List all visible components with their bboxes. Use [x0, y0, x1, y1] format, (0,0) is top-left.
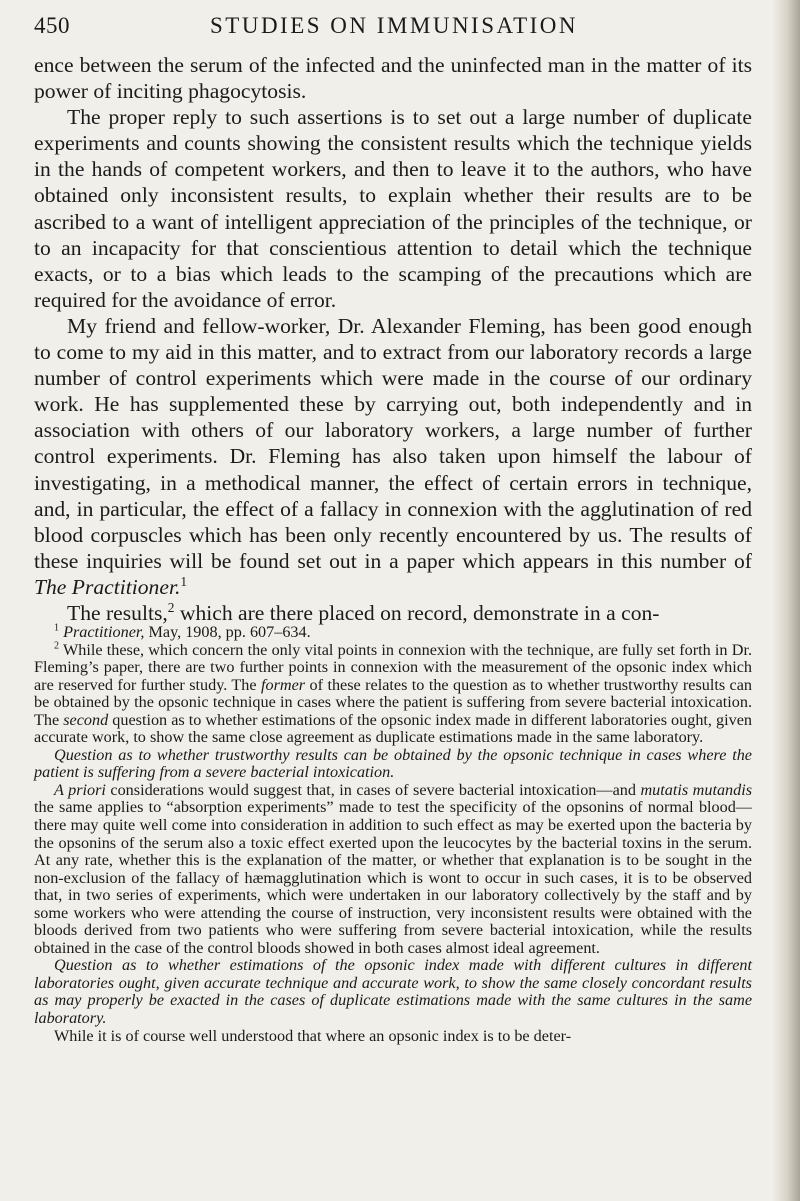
- a-priori-phrase: A priori: [54, 780, 106, 799]
- footnote-1-journal: Practitioner,: [63, 623, 145, 641]
- footnote-2-text-c: question as to whether estimations of the opsonic index made in different laboratories ought, given accurate work, to show the same close agreement as duplicate estimations made in the same laboratory.: [34, 710, 753, 747]
- footnote-1: [34, 624, 752, 642]
- footnote-a-priori: [34, 782, 752, 957]
- footnote-2-text-a: While these, which concern the only vital points in connexion with the technique, are fully set forth in Dr. Fleming’s paper, there are two further points in connexion with the measurement of the opsonic index which are reserved for further study. The: [34, 640, 752, 694]
- page-header: [34, 11, 754, 47]
- footnote-last-paragraph: While it is of course well understood that where an opsonic index is to be deter-: [54, 1026, 572, 1045]
- paragraph-fleming: [34, 313, 752, 600]
- page-number: 450: [34, 13, 70, 38]
- question-2-text: Question as to whether estimations of the opsonic index made with different cultures in different laboratories ought, given accurate technique and accurate work, to show the same closely concordant results as may properly be exacted in the cases of duplicate estimations made with the same cultures in the same laboratory.: [34, 956, 752, 1028]
- footnote-2-second: second: [63, 710, 109, 729]
- paragraph-fleming-text: My friend and fellow-worker, Dr. Alexander Fleming, has been good enough to come to my aid in this matter, and to extract from our laboratory records a large number of control experiments which were made in the course of our ordinary work. He has supplemented these by carrying out, both independently and in association with others of our laboratory workers, a large number of further control experiments. Dr. Fleming has also taken upon himself the labour of investigating, in a methodical manner, the effect of certain errors in technique, and, in particular, the effect of a fallacy in connexion with the agglutination of red blood corpuscles which has been only recently encountered by us. The results of these inquiries will be found set out in a paper which appears in this number of: [34, 313, 752, 573]
- footnotes: [34, 624, 752, 1045]
- book-gutter-shadow: [772, 0, 800, 1201]
- footnote-question-1: [34, 747, 752, 782]
- footnote-2-marker: 2: [54, 640, 60, 652]
- footnote-ref-2: 2: [167, 599, 175, 615]
- a-priori-text-a: considerations would suggest that, in cases of severe bacterial intoxication—and: [110, 780, 636, 799]
- footnote-1-marker: 1: [54, 622, 60, 634]
- paragraph-results-lead: The results,: [67, 600, 168, 625]
- footnote-ref-1: 1: [180, 573, 188, 589]
- main-text: [34, 52, 752, 626]
- journal-title: The Practitioner.: [34, 574, 181, 599]
- paragraph-continued: ence between the serum of the infected and the uninfected man in the matter of its power of inciting phagocytosis.: [34, 53, 752, 104]
- footnote-2-text-b: of these relates to the question as to whether trustworthy results can be obtained by the opsonic technique in cases where the patient is suffering from severe bacterial intoxication. The: [34, 675, 753, 729]
- footnote-2-former: former: [261, 675, 306, 694]
- running-title: STUDIES ON IMMUNISATION: [210, 13, 578, 38]
- mutatis-phrase: mutatis mutandis: [640, 780, 753, 799]
- paragraph-results-text: which are there placed on record, demonstrate in a con-: [179, 600, 660, 625]
- footnote-question-2: [34, 957, 752, 1027]
- question-1-text: Question as to whether trustworthy results can be obtained by the opsonic technique in cases where the patient is suffering from a severe bacterial intoxication.: [34, 745, 752, 782]
- footnote-2: [34, 642, 752, 747]
- a-priori-text-b: the same applies to “absorption experiments” made to test the specificity of the opsonins of normal blood—there may quite well come into consideration in addition to such effect as may be exerted upon the bacteria by the opsonins of the serum also a toxic effect exerted upon the leucocytes by the bacterial toxins in the serum. At any rate, whether this is the explanation of the matter, or whether that explanation is to be sought in the non-exclusion of the fallacy of hæmagglutination which is wont to occur in such cases, it is to be observed that, in two series of experiments, which were undertaken in our laboratory collectively by the staff and by some workers who were attending the course of instruction, very inconsistent results were obtained with the bloods derived from two patients who were suffering from severe bacterial intoxication, while the results obtained in the case of the control bloods showed in both cases almost ideal agreement.: [34, 798, 752, 957]
- footnote-1-text: May, 1908, pp. 607–634.: [148, 623, 311, 641]
- paragraph-proper-reply: The proper reply to such assertions is to set out a large number of duplicate experiments and counts showing the consistent results which the technique yields in the hands of competent workers, and then to leave it to the authors, who have obtained only inconsistent results, to explain whether their results are to be ascribed to a want of intelligent appreciation of the principles of the technique, or to an incapacity for that conscientious attention to detail which the technique exacts, or to a bias which leads to the scamping of the precautions which are required for the avoidance of error.: [34, 105, 752, 312]
